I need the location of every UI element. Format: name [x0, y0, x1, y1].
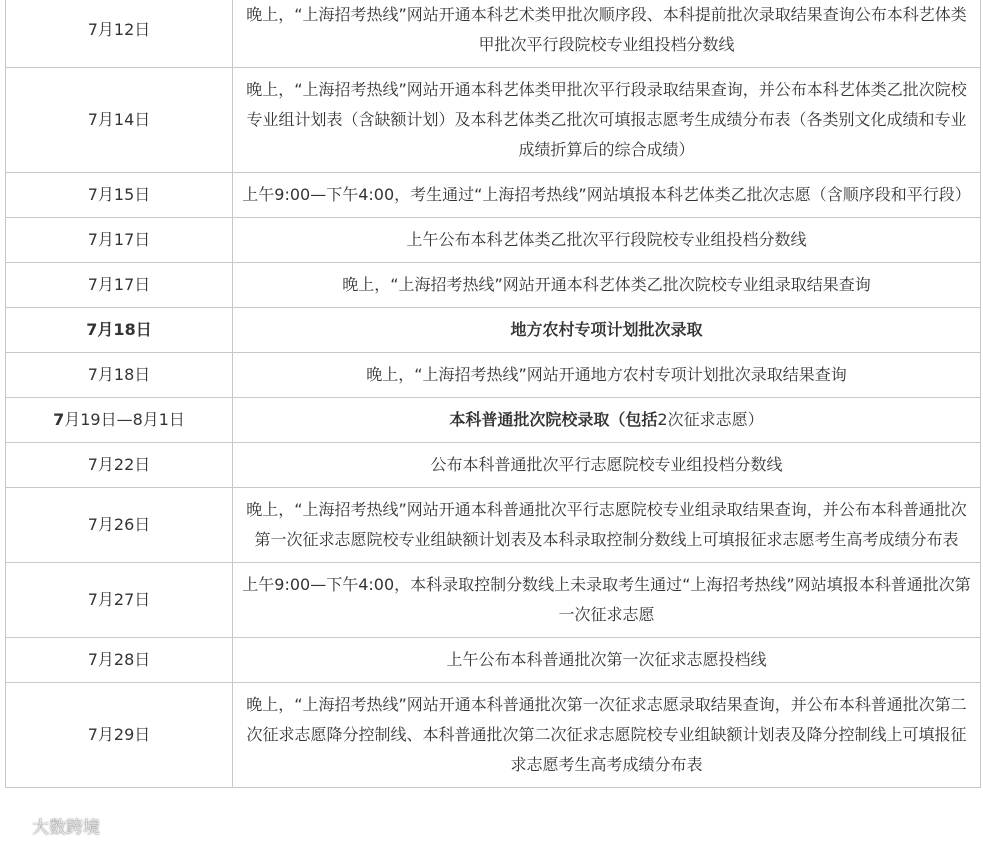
event-cell — [233, 308, 981, 353]
watermark-text: 大数跨境 — [32, 818, 100, 838]
event-text: 晚上，“上海招考热线”网站开通地方农村专项计划批次录取结果查询 — [366, 365, 847, 384]
event-text: 上午公布本科艺体类乙批次平行段院校专业组投档分数线 — [406, 230, 807, 249]
schedule-table — [5, 0, 981, 788]
watermark — [6, 813, 100, 838]
event-cell — [233, 398, 981, 443]
date-text: 月19日—8月1日 — [64, 410, 185, 429]
date-cell — [6, 443, 233, 488]
table-row — [6, 563, 981, 638]
event-text: 晚上，“上海招考热线”网站开通本科艺体类甲批次平行段录取结果查询，并公布本科艺体类乙批次院校专业组计划表（含缺额计划）及本科艺体类乙批次可填报志愿考生成绩分布表（各类别文化成绩和专业成绩折算后的综合成绩） — [246, 80, 967, 159]
event-text: 2次征求志愿） — [657, 410, 764, 429]
date-cell — [6, 353, 233, 398]
event-cell — [233, 443, 981, 488]
table-row — [6, 263, 981, 308]
event-text: 晚上，“上海招考热线”网站开通本科艺术类甲批次顺序段、本科提前批次录取结果查询公布本科艺体类甲批次平行段院校专业组投档分数线 — [246, 5, 967, 54]
event-text: 上午9:00—下午4:00，考生通过“上海招考热线”网站填报本科艺体类乙批次志愿（含顺序段和平行段） — [242, 185, 971, 204]
table-row — [6, 218, 981, 263]
table-row — [6, 0, 981, 68]
event-cell — [233, 68, 981, 173]
date-text: 7月22日 — [87, 455, 151, 474]
table-row — [6, 683, 981, 788]
date-cell — [6, 563, 233, 638]
table-row — [6, 173, 981, 218]
event-cell — [233, 0, 981, 68]
event-text: 上午公布本科普通批次第一次征求志愿投档线 — [446, 650, 767, 669]
date-cell — [6, 68, 233, 173]
event-text: 地方农村专项计划批次录取 — [510, 320, 703, 339]
date-text: 7月17日 — [87, 275, 151, 294]
date-cell — [6, 173, 233, 218]
event-text: 晚上，“上海招考热线”网站开通本科普通批次平行志愿院校专业组录取结果查询，并公布本科普通批次第一次征求志愿院校专业组缺额计划表及本科录取控制分数线上可填报征求志愿考生高考成绩分布表 — [246, 500, 967, 549]
table-row — [6, 638, 981, 683]
date-text: 7月28日 — [87, 650, 151, 669]
event-cell — [233, 353, 981, 398]
date-cell — [6, 0, 233, 68]
date-cell — [6, 683, 233, 788]
event-cell — [233, 488, 981, 563]
event-text: 公布本科普通批次平行志愿院校专业组投档分数线 — [430, 455, 783, 474]
event-text: 晚上，“上海招考热线”网站开通本科艺体类乙批次院校专业组录取结果查询 — [342, 275, 871, 294]
event-cell — [233, 263, 981, 308]
table-row — [6, 68, 981, 173]
date-cell — [6, 638, 233, 683]
event-text-bold: 本科普通批次院校录取（包括 — [449, 410, 658, 429]
date-cell — [6, 263, 233, 308]
date-cell — [6, 218, 233, 263]
date-text: 7月12日 — [87, 20, 151, 39]
table-row — [6, 308, 981, 353]
table-row — [6, 398, 981, 443]
event-cell — [233, 563, 981, 638]
event-cell — [233, 638, 981, 683]
date-text-bold: 7 — [53, 410, 65, 429]
event-text: 晚上，“上海招考热线”网站开通本科普通批次第一次征求志愿录取结果查询，并公布本科普通批次第二次征求志愿降分控制线、本科普通批次第二次征求志愿院校专业组缺额计划表及降分控制线上可填报征求志愿考生高考成绩分布表 — [246, 695, 967, 774]
date-text: 7月29日 — [87, 725, 151, 744]
date-text: 7月27日 — [87, 590, 151, 609]
event-cell — [233, 173, 981, 218]
date-text: 7月17日 — [87, 230, 151, 249]
date-text: 7月18日 — [86, 320, 152, 339]
table-row — [6, 488, 981, 563]
date-cell — [6, 308, 233, 353]
date-text: 7月14日 — [87, 110, 151, 129]
event-text: 上午9:00—下午4:00，本科录取控制分数线上未录取考生通过“上海招考热线”网站填报本科普通批次第一次征求志愿 — [242, 575, 971, 624]
date-cell — [6, 488, 233, 563]
date-text: 7月26日 — [87, 515, 151, 534]
event-cell — [233, 218, 981, 263]
table-row — [6, 353, 981, 398]
date-cell — [6, 398, 233, 443]
weibo-logo-icon — [6, 817, 28, 835]
date-text: 7月15日 — [87, 185, 151, 204]
event-cell — [233, 683, 981, 788]
table-row — [6, 443, 981, 488]
date-text: 7月18日 — [87, 365, 151, 384]
